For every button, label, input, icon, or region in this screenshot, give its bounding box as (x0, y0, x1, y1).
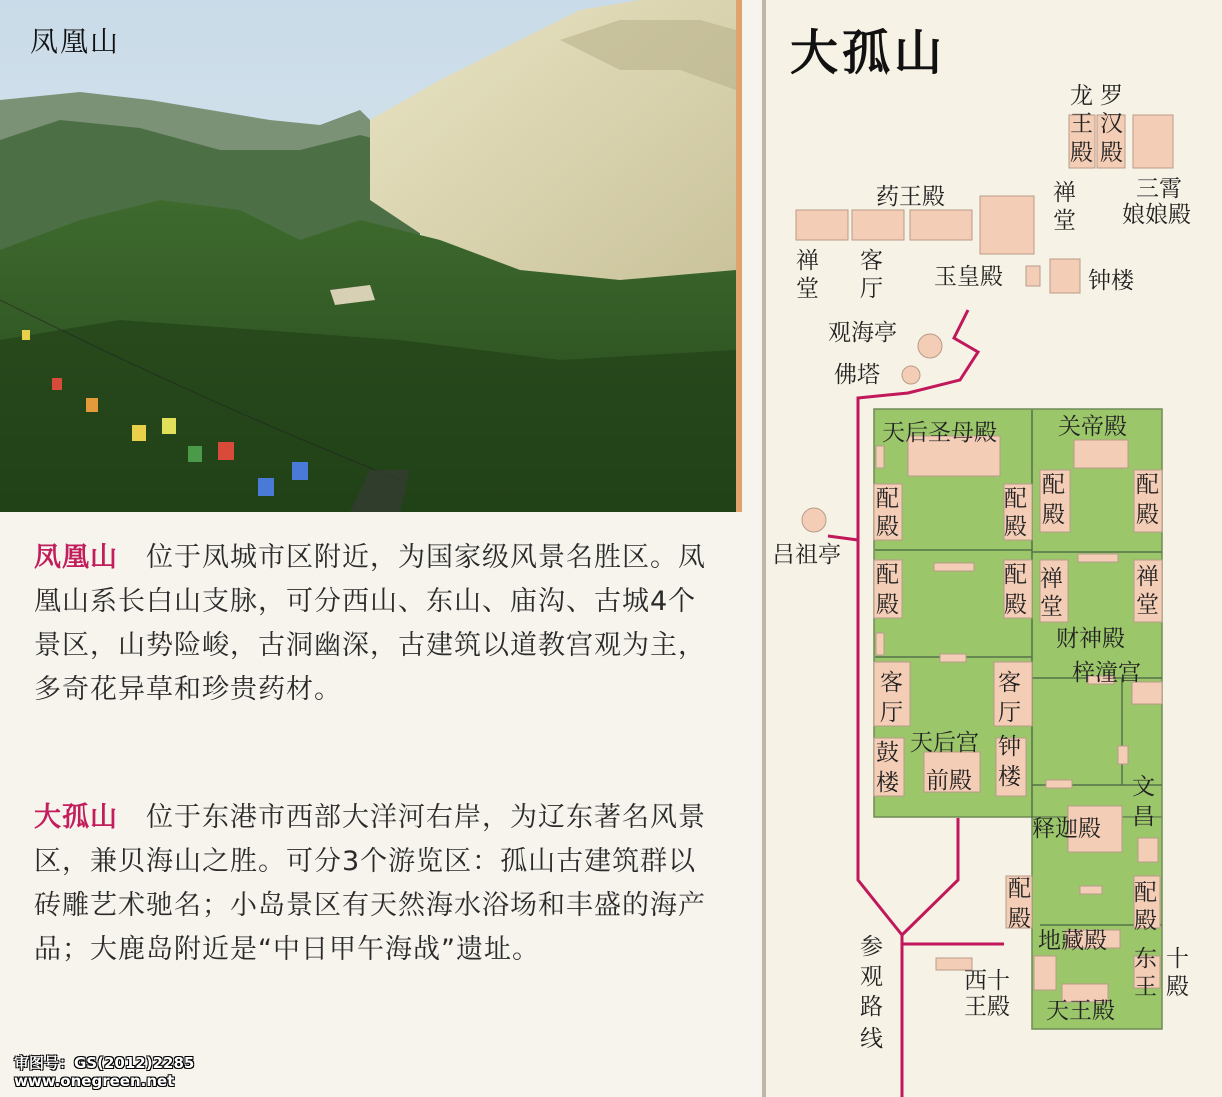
label-peidian-5b: 殿 (876, 592, 899, 618)
label-route-2: 观 (860, 964, 883, 990)
route-line-east (902, 818, 958, 935)
building-xishiwang (1034, 956, 1056, 990)
label-chantang-4a: 禅 (1136, 564, 1159, 590)
label-wenchang-1: 文 (1132, 774, 1155, 800)
wall-gate (934, 563, 974, 571)
photo-caption: 凤凰山 (30, 25, 121, 58)
label-luohan-1: 罗 (1100, 83, 1123, 109)
label-peidian-2a: 配 (1004, 486, 1027, 512)
label-peidian-1a: 配 (876, 486, 899, 512)
building-guandi (1074, 440, 1128, 468)
building-yuhuang (980, 196, 1034, 254)
label-peidian-7b: 殿 (1008, 906, 1031, 932)
label-keting-2a: 客 (998, 670, 1021, 696)
label-luohan-3: 殿 (1100, 140, 1123, 166)
dagu-heading: 大孤山 (34, 802, 118, 833)
label-peidian-3b: 殿 (1042, 502, 1065, 528)
label-chantang-left-2: 堂 (796, 276, 819, 302)
label-peidian-7a: 配 (1008, 876, 1031, 902)
label-keting-2b: 厅 (998, 700, 1021, 726)
phoenix-heading: 凤凰山 (34, 542, 118, 573)
label-chantang-4b: 堂 (1136, 592, 1159, 618)
label-peidian-8a: 配 (1134, 880, 1157, 906)
label-dongshiwang-2: 王 (1134, 974, 1157, 1000)
label-qiandian: 前殿 (926, 768, 972, 794)
label-guanhai: 观海亭 (828, 320, 897, 346)
building-yuhuang-gate (1026, 266, 1040, 286)
label-xishiwang-1: 西十 (964, 968, 1010, 994)
label-yuhuang: 玉皇殿 (934, 264, 1003, 290)
label-longwang-2: 王 (1070, 111, 1093, 137)
building-sanxiao (1133, 115, 1173, 168)
label-peidian-1b: 殿 (876, 514, 899, 540)
label-guandi: 关帝殿 (1058, 414, 1127, 440)
wall-gate (1118, 746, 1128, 764)
label-yaowang: 药王殿 (876, 184, 945, 210)
guanhai-pavilion (918, 334, 942, 358)
label-peidian-3a: 配 (1042, 472, 1065, 498)
label-dizang: 地藏殿 (1038, 928, 1107, 954)
label-lvzu: 吕祖亭 (772, 542, 841, 568)
label-sanxiao-1: 三霄 (1136, 176, 1182, 202)
wall-gate (1046, 780, 1072, 788)
label-route-1: 参 (860, 934, 883, 960)
label-keting-top-2: 厅 (860, 276, 883, 302)
building-chantang-top (796, 210, 848, 240)
label-peidian-6b: 殿 (1004, 592, 1027, 618)
label-sanxiao-2: 娘娘殿 (1122, 202, 1191, 228)
label-caishen: 财神殿 (1056, 626, 1125, 652)
wall-gate (1078, 554, 1118, 562)
label-longwang-3: 殿 (1070, 140, 1093, 166)
label-peidian-4b: 殿 (1136, 502, 1159, 528)
dagu-description: 位于东港市西部大洋河右岸，为辽东著名风景区，兼贝海山之胜。可分3个游览区：孤山古建筑群以砖雕艺术驰名；小岛景区有天然海水浴场和丰盛的海产品；大鹿岛附近是“中日甲午海战”遗址。 (34, 802, 706, 965)
building-wenchang (1138, 838, 1158, 862)
label-dongshiwang-3: 十 (1166, 946, 1189, 972)
label-chantang-left-1: 禅 (796, 248, 819, 274)
wall-gate (876, 633, 884, 655)
map-title: 大孤山 (790, 25, 947, 81)
label-peidian-6a: 配 (1004, 562, 1027, 588)
label-futa: 佛塔 (834, 362, 880, 388)
wall-gate (1080, 886, 1102, 894)
approval-number: 审图号：GS(2012)2285 (14, 1054, 195, 1072)
label-chantang-3a: 禅 (1040, 566, 1063, 592)
lvzu-pavilion (802, 508, 826, 532)
label-keting-top-1: 客 (860, 248, 883, 274)
pagoda (902, 366, 920, 384)
route-line-lvzu (828, 536, 858, 540)
building-zhonglou-top (1050, 259, 1080, 293)
label-dongshiwang-1: 东 (1134, 946, 1157, 972)
label-zhonglou-1: 钟 (998, 734, 1021, 760)
label-shijia: 释迦殿 (1032, 816, 1101, 842)
label-route-3: 路 (860, 994, 883, 1020)
website-url: www.onegreen.net (14, 1072, 175, 1090)
label-peidian-2b: 殿 (1004, 514, 1027, 540)
label-keting-1a: 客 (880, 670, 903, 696)
label-dongshiwang-4: 殿 (1166, 974, 1189, 1000)
wall-gate (876, 446, 884, 468)
label-zitong: 梓潼宫 (1072, 660, 1141, 686)
label-tianwang: 天王殿 (1046, 998, 1115, 1024)
label-chantang-top-2: 堂 (1053, 208, 1076, 234)
label-tianhougong: 天后宫 (910, 730, 979, 756)
label-tianhou-shengmu: 天后圣母殿 (882, 420, 997, 446)
label-zhonglou-2: 楼 (998, 764, 1021, 790)
wall-gate (940, 654, 966, 662)
label-luohan-2: 汉 (1100, 111, 1123, 137)
label-route-4: 线 (860, 1026, 883, 1052)
building-keting-top (852, 210, 904, 240)
label-chantang-3b: 堂 (1040, 594, 1063, 620)
label-peidian-4a: 配 (1136, 472, 1159, 498)
label-chantang-top-1: 禅 (1053, 180, 1076, 206)
label-xishiwang-2: 王殿 (964, 994, 1010, 1020)
label-peidian-8b: 殿 (1134, 908, 1157, 934)
label-peidian-5a: 配 (876, 562, 899, 588)
label-zhonglou-top: 钟楼 (1088, 268, 1134, 294)
label-keting-1b: 厅 (880, 700, 903, 726)
label-wenchang-2: 昌 (1132, 804, 1155, 830)
building-yaowang (910, 210, 972, 240)
label-gulou-1: 鼓 (876, 740, 899, 766)
phoenix-description: 位于凤城市区附近，为国家级风景名胜区。凤凰山系长白山支脉，可分西山、东山、庙沟、古城4个景区，山势险峻，古洞幽深，古建筑以道教宫观为主，多奇花异草和珍贵药材。 (34, 542, 706, 705)
label-longwang-1: 龙 (1070, 83, 1093, 109)
label-gulou-2: 楼 (876, 770, 899, 796)
